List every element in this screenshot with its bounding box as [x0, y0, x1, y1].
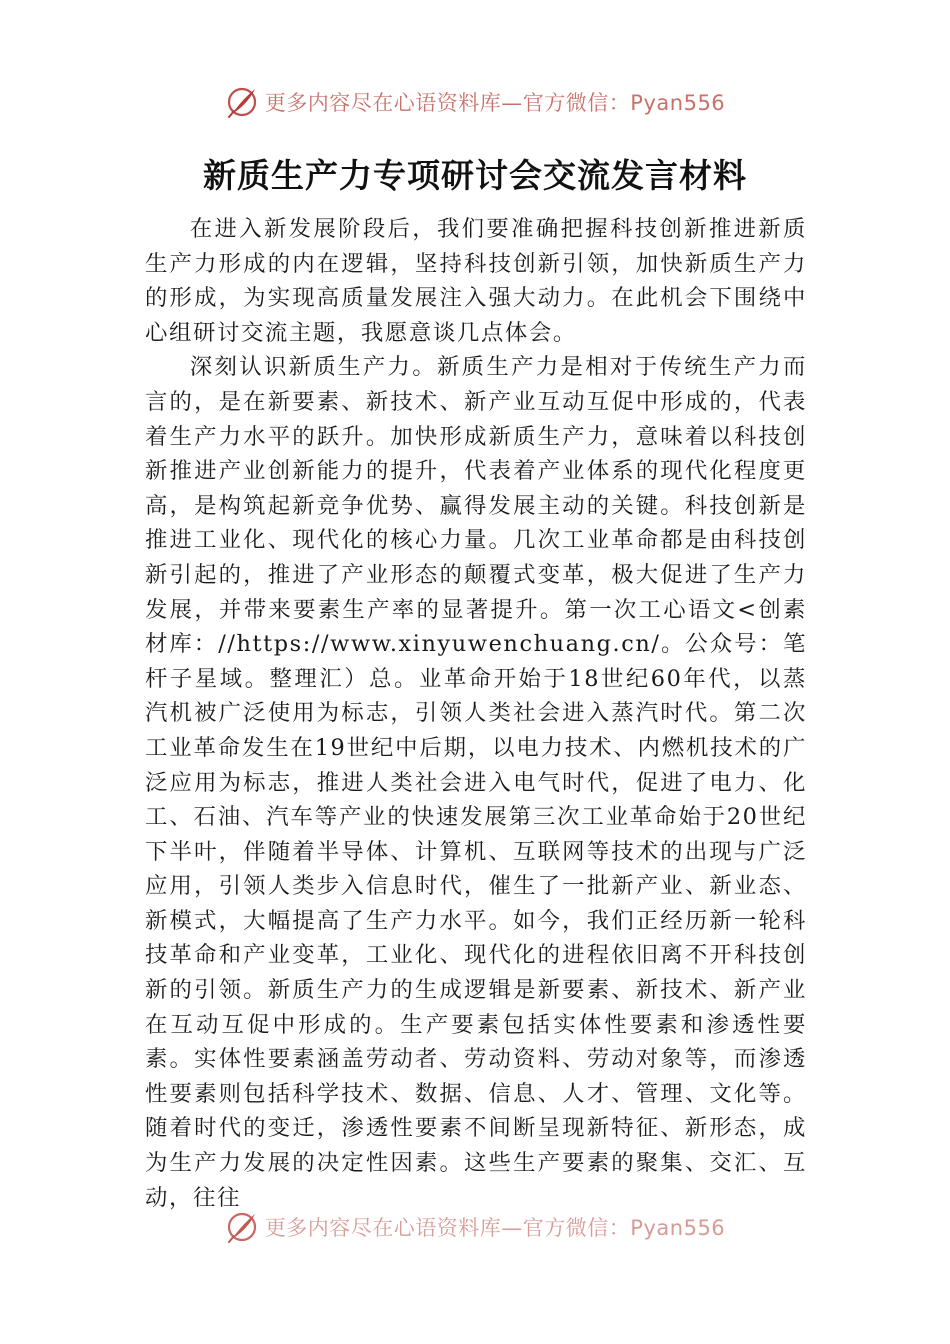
document-title: 新质生产力专项研讨会交流发言材料	[203, 156, 747, 195]
paragraph-intro: 在进入新发展阶段后，我们要准确把握科技创新推进新质生产力形成的内在逻辑，坚持科技创新引领，加快新质生产力的形成，为实现高质量发展注入强大动力。在此机会下围绕中心组研讨交流主题，我愿意谈几点体会。	[145, 216, 807, 346]
header-watermark-text: 更多内容尽在心语资料库—官方微信：Pyan556	[264, 91, 726, 115]
footer-watermark-text: 更多内容尽在心语资料库—官方微信：Pyan556	[264, 1216, 726, 1240]
footer-watermark-banner	[0, 1205, 950, 1249]
document-body	[145, 212, 807, 1216]
header-watermark-banner	[0, 80, 950, 124]
quill-pen-icon	[225, 85, 259, 119]
paragraph-main: 深刻认识新质生产力。新质生产力是相对于传统生产力而言的，是在新要素、新技术、新产业互动互促中形成的，代表着生产力水平的跃升。加快形成新质生产力，意味着以科技创新推进产业创新能力的提升，代表着产业体系的现代化程度更高，是构筑起新竞争优势、赢得发展主动的关键。科技创新是推进工业化、现代化的核心力量。几次工业革命都是由科技创新引起的，推进了产业形态的颠覆式变革，极大促进了生产力发展，并带来要素生产率的显著提升。第一次工心语文<创素材库：//https://www.xinyuwenchuang.cn/。公众号：笔杆子星域。整理汇）总。业革命开始于18世纪60年代，以蒸汽机被广泛使用为标志，引领人类社会进入蒸汽时代。第二次工业革命发生在19世纪中后期，以电力技术、内燃机技术的广泛应用为标志，推进人类社会进入电气时代，促进了电力、化工、石油、汽车等产业的快速发展第三次工业革命始于20世纪下半叶，伴随着半导体、计算机、互联网等技术的出现与广泛应用，引领人类步入信息时代，催生了一批新产业、新业态、新模式，大幅提高了生产力水平。如今，我们正经历新一轮科技革命和产业变革，工业化、现代化的进程依旧离不开科技创新的引领。新质生产力的生成逻辑是新要素、新技术、新产业在互动互促中形成的。生产要素包括实体性要素和渗透性要素。实体性要素涵盖劳动者、劳动资料、劳动对象等，而渗透性要素则包括科学技术、数据、信息、人才、管理、文化等。随着时代的变迁，渗透性要素不间断呈现新特征、新形态，成为生产力发展的决定性因素。这些生产要素的聚集、交汇、互动，往往	[145, 354, 807, 1211]
quill-pen-icon	[225, 1210, 259, 1244]
